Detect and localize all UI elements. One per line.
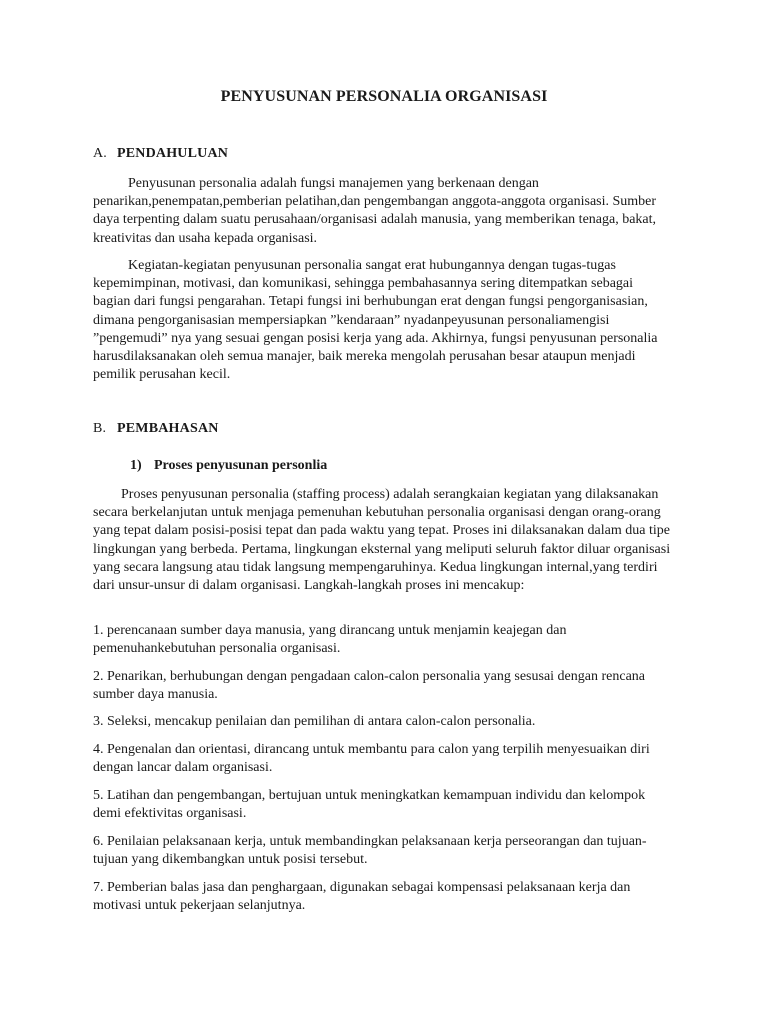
list-item: 1. perencanaan sumber daya manusia, yang dirancang untuk menjamin keajegan dan pemenuhankebutuhan personalia organisasi. <box>93 623 567 657</box>
document-title: PENYUSUNAN PERSONALIA ORGANISASI <box>220 88 548 105</box>
list-item: 6. Penilaian pelaksanaan kerja, untuk membandingkan pelaksanaan kerja perseorangan dan tujuan-tujuan yang dikembangkan untuk posisi tersebut. <box>93 834 647 868</box>
subsection-title: Proses penyusunan personlia <box>154 458 328 473</box>
list-item: 5. Latihan dan pengembangan, bertujuan untuk meningkatkan kemampuan individu dan kelompok demi efektivitas organisasi. <box>93 788 646 822</box>
list-item: 2. Penarikan, berhubungan dengan pengadaan calon-calon personalia yang sesusai dengan rencana sumber daya manusia. <box>93 669 646 703</box>
intro-paragraph-1: Penyusunan personalia adalah fungsi manajemen yang berkenaan dengan penarikan,penempatan,pemberian pelatihan,dan pengembangan anggota-anggota organisasi. Sumber daya terpenting dalam suatu perusahaan/organisasi adalah manusia, yang memberikan tenaga, bakat, kreativitas dan usaha kepada organisasi. <box>93 176 657 246</box>
list-item: 3. Seleksi, mencakup penilaian dan pemilihan di antara calon-calon personalia. <box>93 714 536 729</box>
section-name: PEMBAHASAN <box>117 421 219 436</box>
intro-paragraph-2: Kegiatan-kegiatan penyusunan personalia sangat erat hubungannya dengan tugas-tugas kepemimpinan, motivasi, dan komunikasi, sehingga pembahasannya sering ditempatkan sebagai bagian dari fungsi pengarahan. Tetapi fungsi ini berhubungan erat dengan fungsi pengorganisasian, dimana pengorganisasian mempersiapkan ”kendaraan” nyadanpeyusunan personaliamengisi ”pengemudi” nya yang sesuai gengan posisi kerja yang ada. Akhirnya, fungsi penyusunan personalia harusdilaksanakan oleh semua manajer, baik mereka mengolah perusahan besar ataupun menjadi pemilik perusahan kecil. <box>93 258 658 383</box>
list-item: 4. Pengenalan dan orientasi, dirancang untuk membantu para calon yang terpilih menyesuaikan diri dengan lancar dalam organisasi. <box>93 742 650 776</box>
subsection-number: 1) <box>130 458 142 473</box>
section-name: PENDAHULUAN <box>117 146 229 161</box>
list-item: 7. Pemberian balas jasa dan penghargaan, digunakan sebagai kompensasi pelaksanaan kerja dan motivasi untuk pekerjaan selanjutnya. <box>93 880 631 914</box>
subsection-heading <box>130 458 327 474</box>
section-letter: A. <box>93 146 108 161</box>
process-intro-paragraph: Proses penyusunan personalia (staffing process) adalah serangkaian kegiatan yang dilaksanakan secara berkelanjutan untuk menjaga pemenuhan kebutuhan personalia organisasi dengan orang-orang yang tepat dalam posisi-posisi tepat dan pada waktu yang tepat. Proses ini dilaksanakan dalam dua tipe lingkungan yang berbeda. Pertama, lingkungan eksternal yang meliputi seluruh faktor diluar organisasi yang secara langsung atau tidak langsung mempengaruhinya. Kedua lingkungan internal,yang terdiri dari unsur-unsur di dalam organisasi. Langkah-langkah proses ini mencakup: <box>93 487 671 594</box>
section-heading-pendahuluan <box>93 146 228 162</box>
section-letter: B. <box>93 421 107 436</box>
section-heading-pembahasan <box>93 421 219 437</box>
